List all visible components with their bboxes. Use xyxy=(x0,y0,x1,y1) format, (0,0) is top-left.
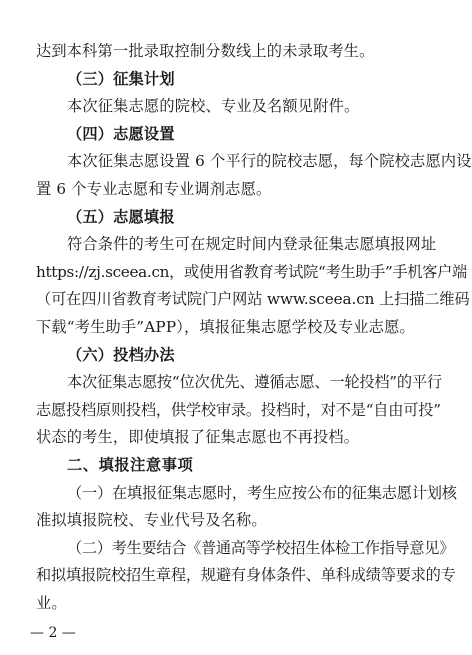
paragraph-line: 置 6 个专业志愿和专业调剂志愿。 xyxy=(36,179,272,198)
section-heading-recruitment-plan: （三）征集计划 xyxy=(67,69,175,88)
page-number: — 2 — xyxy=(30,625,76,641)
paragraph-line: 达到本科第一批录取控制分数线上的未录取考生。 xyxy=(36,42,375,60)
paragraph-line: 符合条件的考生可在规定时间内登录征集志愿填报网址 xyxy=(67,235,437,254)
paragraph-line: 本次征集志愿按“位次优先、遵循志愿、一轮投档”的平行 xyxy=(67,373,442,392)
paragraph-line: 业。 xyxy=(36,593,67,612)
paragraph-line: 和拟填报院校招生章程，规避有身体条件、单科成绩等要求的专 xyxy=(36,566,456,585)
section-heading-submission-method: （六）投档办法 xyxy=(67,345,175,364)
paragraph-line: （一）在填报征集志愿时，考生应按公布的征集志愿计划核 xyxy=(67,483,457,502)
paragraph-line: https://zj.sceea.cn，或使用省教育考试院“考生助手”手机客户端 xyxy=(36,262,467,281)
paragraph-line: 本次征集志愿设置 6 个平行的院校志愿，每个院校志愿内设 xyxy=(67,152,472,171)
paragraph-line: 下载“考生助手”APP），填报征集志愿学校及专业志愿。 xyxy=(36,317,415,336)
paragraph-line: （可在四川省教育考试院门户网站 www.sceea.cn 上扫描二维码 xyxy=(36,290,470,309)
paragraph-line: 状态的考生，即使填报了征集志愿也不再投档。 xyxy=(36,428,360,447)
section-heading-volunteer-filling: （五）志愿填报 xyxy=(67,207,175,226)
paragraph-line: （二）考生要结合《普通高等学校招生体检工作指导意见》 xyxy=(67,538,455,557)
paragraph-line: 志愿投档原则投档，供学校审录。投档时，对不是“自由可投” xyxy=(36,400,441,419)
paragraph-line: 准拟填报院校、专业代号及名称。 xyxy=(36,511,267,530)
section-heading-volunteer-setup: （四）志愿设置 xyxy=(67,124,175,143)
section-heading-filling-notes: 二、填报注意事项 xyxy=(67,455,194,474)
document-body xyxy=(36,38,472,617)
paragraph-line: 本次征集志愿的院校、专业及名额见附件。 xyxy=(67,97,360,116)
